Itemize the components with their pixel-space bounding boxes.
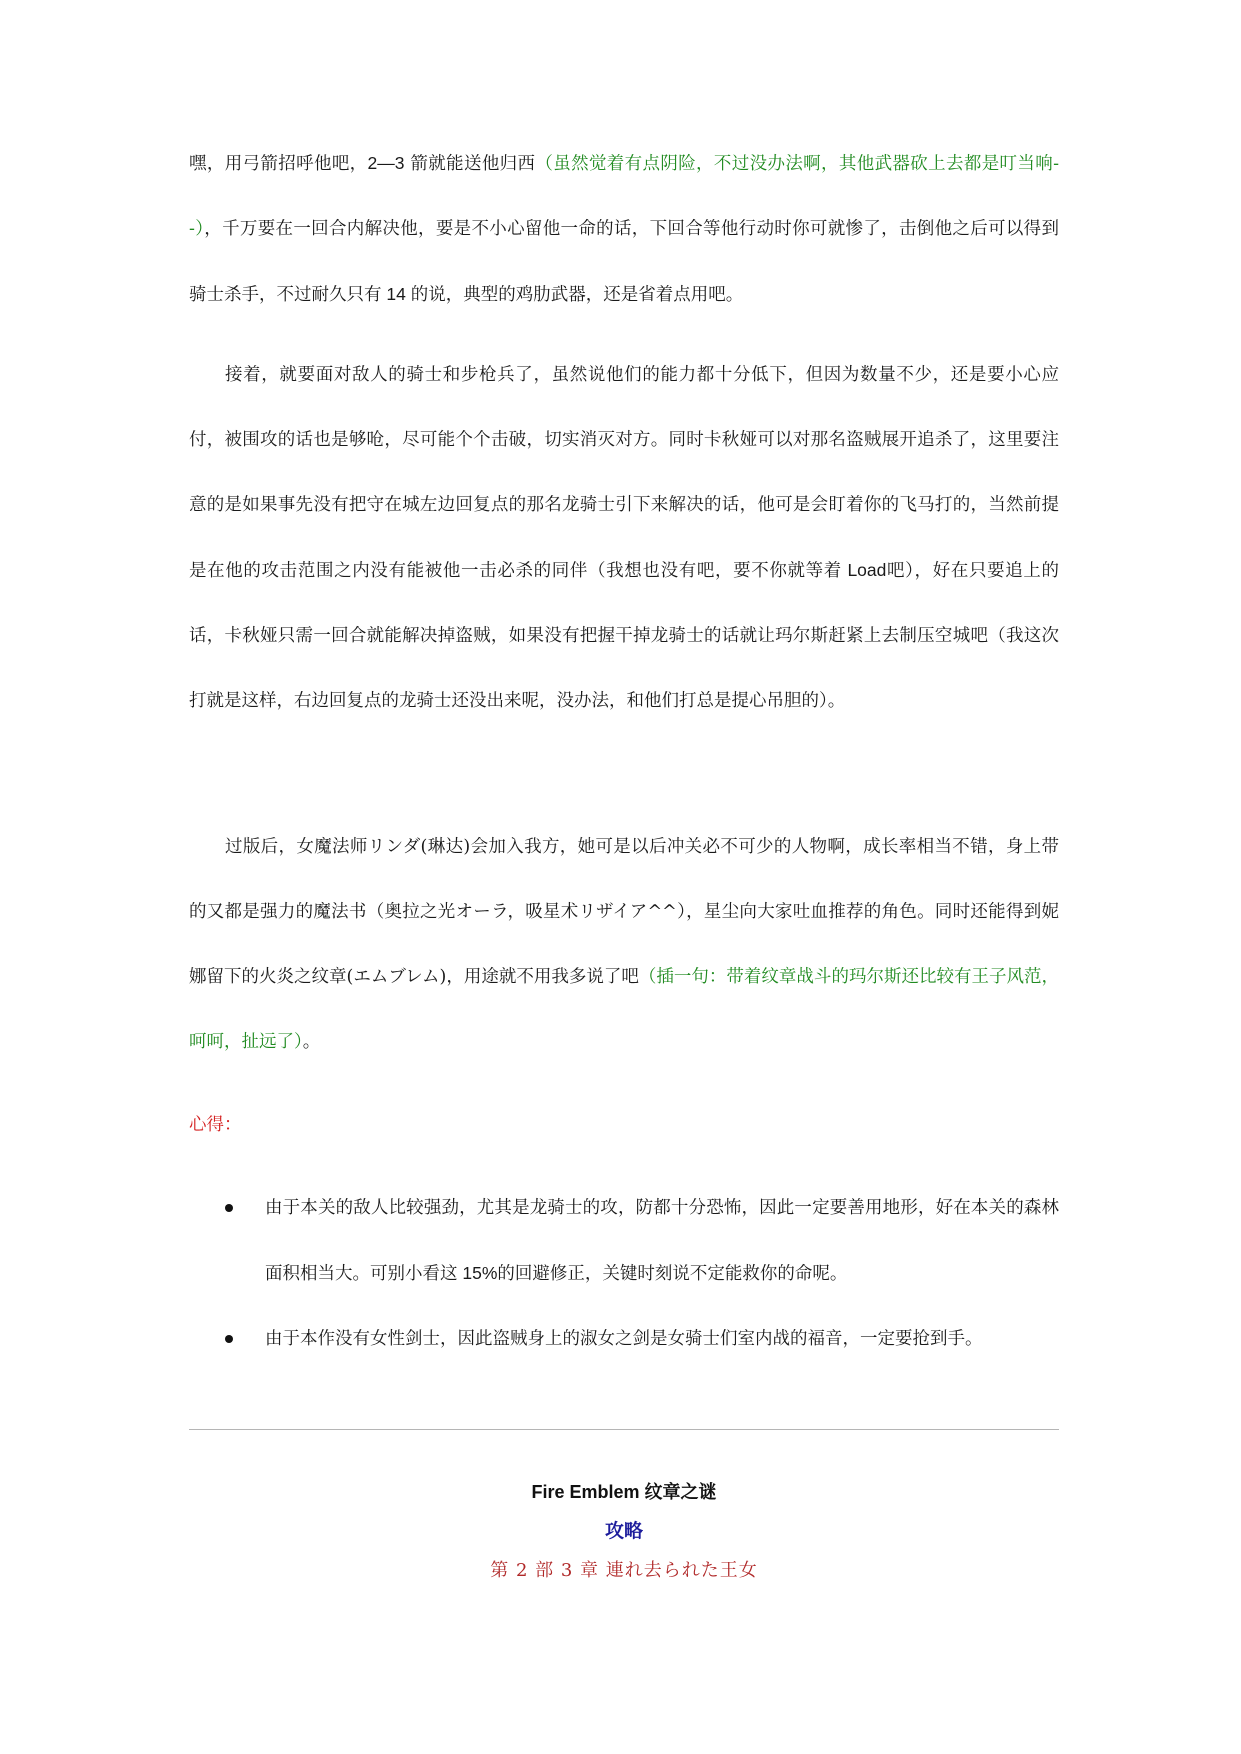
notes-list [189,1176,1059,1372]
text-run: 接着，就要面对敌人的骑士和步枪兵了，虽然说他们的能力都十分低下，但因为数量不少，还是要小心应付，被围攻的话也是够呛，尽可能个个击破，切实消灭对方。同时卡秋娅可以对那名盗贼展开追杀了，这里要注意的是如果事先没有把守在城左边回复点的那名龙骑士引下来解决的话，他可是会盯着你的飞马打的，当然前提是在他的攻击范围之内没有能被他一击必杀的同伴（我想也没有吧，要不你就等着 [189,365,1059,581]
text-run: 嘿，用弓箭招呼他吧， [189,154,368,174]
section-divider [189,1429,1059,1430]
text-run-latin: Load [841,560,887,580]
text-run-number: 14 [381,284,411,304]
paragraph-bow-strategy [189,131,1059,328]
paragraph-linda-joins [189,815,1059,1075]
text-run: 由于本作没有女性剑士，因此盗贼身上的淑女之剑是女骑士们室内战的福音，一定要抢到手。 [265,1329,983,1349]
list-item [189,1176,1059,1307]
bullet-icon [225,1335,233,1343]
text-run-number: 15% [457,1263,498,1283]
text-run: 过版后，女魔法师リンダ(琳达)会加入我方，她可是以后冲关必不可少的人物啊，成长率相当不错，身上带的又都是强力的魔法书（奥拉之光オーラ，吸星术リザイア^^），星尘向大家吐血推荐的角色。同时还能得到妮娜留下的火炎之纹章(エムブレム)，用途就不用我多说了吧 [189,837,1059,987]
text-run: 吧），好在只要追上的话，卡秋娅只需一回合就能解决掉盗贼，如果没有把握干掉龙骑士的话就让玛尔斯赶紧上去制压空城吧（我这次打就是这样，右边回复点的龙骑士还没出来呢，没办法，和他们打总是提心吊胆的）。 [189,561,1060,711]
green-aside-text: （插一句：带着纹章战斗的玛尔斯还比较有王子风范，呵呵，扯远了） [189,967,1059,1052]
text-run: 。 [302,1032,321,1052]
text-run: 由于本关的敌人比较强劲，尤其是龙骑士的攻，防都十分恐怖，因此一定要善用地形，好在本关的森林面积相当大。可别小看这 [265,1198,1059,1284]
text-run: 的回避修正，关键时刻说不定能救你的命呢。 [497,1264,848,1284]
notes-heading: 心得： [189,1115,242,1135]
list-item [189,1307,1059,1372]
paragraph-knights-and-thief [189,343,1059,734]
green-aside-text: （虽然觉着有点阴险，不过没办法啊，其他武器砍上去都是叮当响- -） [189,154,1060,239]
text-run: 的说，典型的鸡肋武器，还是省着点用吧。 [410,285,744,305]
footer-subtitle: 攻略 [604,1520,643,1542]
text-run: 箭就能送他归西 [404,154,536,174]
footer-title: Fire Emblem 纹章之谜 [531,1482,717,1502]
text-run-number: 2—3 [367,153,405,173]
footer-chapter-title: 第 2 部 3 章 連れ去られた王女 [490,1560,758,1581]
bullet-icon [225,1204,233,1212]
text-run: ，千万要在一回合内解决他，要是不小心留他一命的话，下回合等他行动时你可就惨了，击倒他之后可以得到骑士杀手，不过耐久只有 [189,219,1059,305]
